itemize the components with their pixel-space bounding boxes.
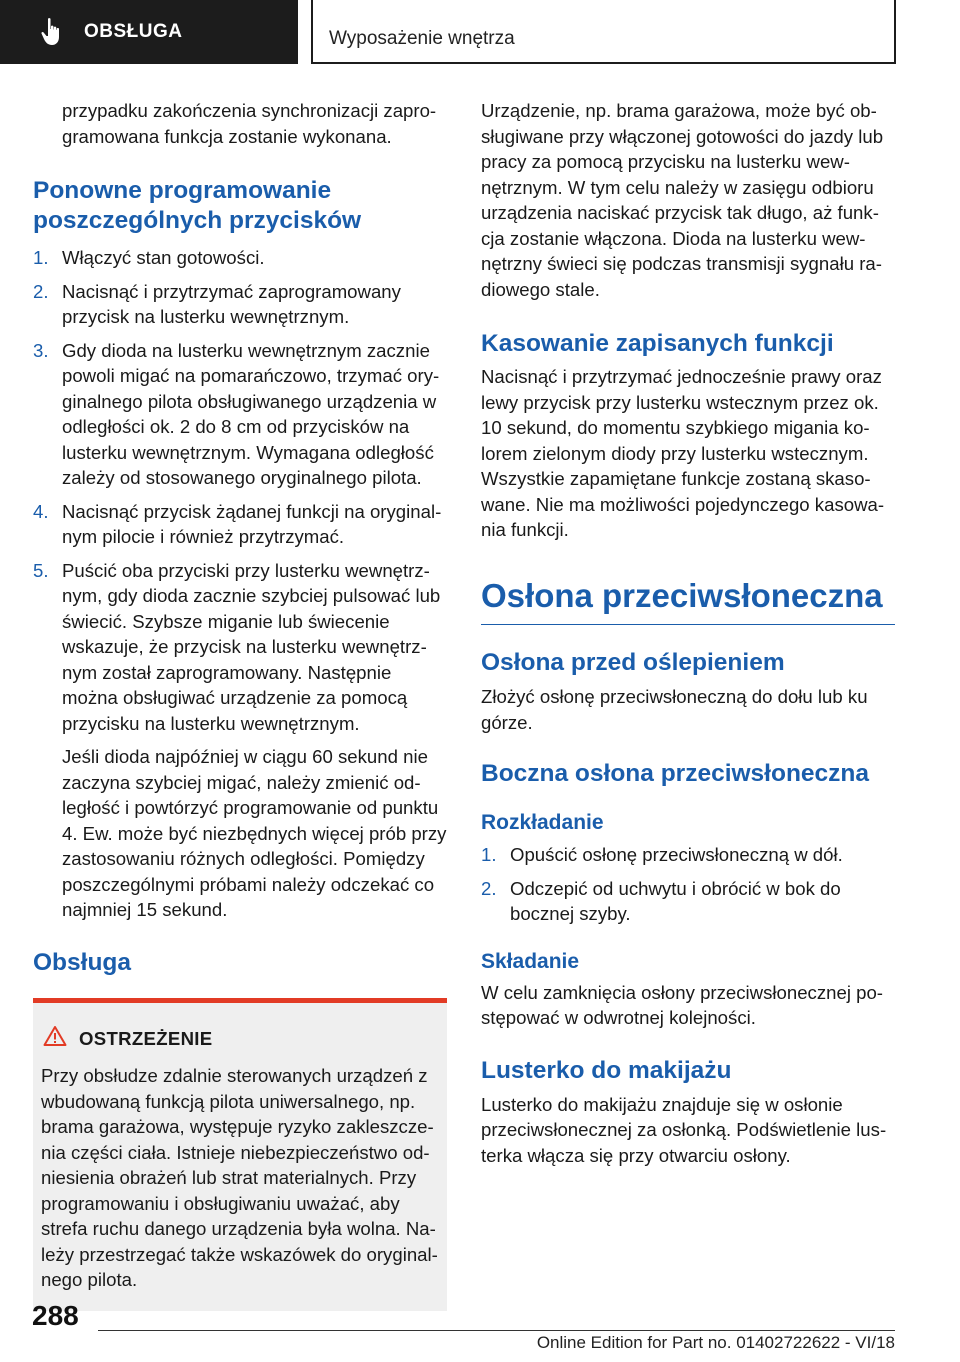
step-number: 1. <box>481 844 497 865</box>
list-item <box>33 245 447 271</box>
step-text: Nacisnąć i przytrzymać zaprogramowany przycisk na lusterku wewnętrznym. <box>62 280 401 327</box>
footer-edition: Online Edition for Part no. 01402722622 - VI/18 <box>536 1333 895 1352</box>
chapter-title-sun-visor: Osłona przeciwsłoneczna <box>481 576 883 614</box>
left-column <box>33 98 447 1311</box>
delete-text: Nacisnąć i przytrzymać jednocześnie prawy oraz lewy przycisk przy lusterku wstecznym przez ok. 10 sekund, do momentu szybkiego migania ko-lorem zielonym diody przy lusterku wstecznym. Wszystkie zapamiętane funkcje zostaną skaso-wane. Nie ma możliwości pojedynczego kasowa-nia funkcji. <box>481 366 885 540</box>
section-title-operation: Obsługa <box>33 948 132 976</box>
header-section-label: OBSŁUGA <box>84 21 183 42</box>
section-title-reprogramming: Ponowne programowanie poszczególnych przycisków <box>33 177 362 234</box>
glare-text: Złożyć osłonę przeciwsłoneczną do dołu lub ku górze. <box>481 686 868 733</box>
step-number: 4. <box>33 500 49 522</box>
step-number: 3. <box>33 339 49 361</box>
step-text: Gdy dioda na lusterku wewnętrznym zacznie powoli migać na pomarańczowo, trzymać ory-ginalnego pilota obsługiwanego urządzenia w odległości ok. 2 do 8 cm od przycisków na lusterku wewnętrznym. Wymagana odległość zależy od stosowanego oryginalnego pilota. <box>62 339 440 488</box>
warning-title: OSTRZEŻENIE <box>79 1028 213 1049</box>
step-number: 5. <box>33 559 49 581</box>
warning-text: Przy obsłudze zdalnie sterowanych urządzeń z wbudowaną funkcją pilota uniwersalnego, np. brama garażowa, występuje ryzyko zakleszcze-nia części ciała. Istnieje niebezpieczeństwo od-niesienia obrażeń lub strat materialnych. Przy programowaniu i obsługiwaniu uważać, aby strefa ruchu danego urządzenia była wolna. Na-leży przestrzegać także wskazówek do oryginal-nego pilota. <box>41 1065 438 1290</box>
header-section-tab <box>0 0 298 64</box>
list-item <box>33 499 447 550</box>
list-item <box>33 338 447 491</box>
header-chapter-label: Wyposażenie wnętrza <box>329 28 515 49</box>
intro-text: przypadku zakończenia synchronizacji zapro-gramowana funkcja zostanie wykonana. <box>62 100 437 147</box>
section-title-vanity-mirror: Lusterko do makijażu <box>481 1056 732 1084</box>
footer-rule <box>98 1330 895 1331</box>
fold-text: W celu zamknięcia osłony przeciwsłonecznej po-stępować w odwrotnej kolejności. <box>481 981 883 1028</box>
chapter-title-rule <box>481 624 895 626</box>
operation-text: Urządzenie, np. brama garażowa, może być ob-sługiwane przy włączonej gotowości do jazdy lub pracy za pomocą przycisku na lusterku wew-nętrznym. W tym celu należy w zasięgu odbioru urządzenia naciskać przycisk tak długo, aż funk-cja zostanie włączona. Dioda na lusterku wew-nętrzny świeci się podczas transmisji sygnału ra-diowego stale. <box>481 100 884 300</box>
reprogramming-steps <box>33 245 447 736</box>
warning-header <box>41 1025 439 1054</box>
list-item <box>33 558 447 737</box>
right-column <box>481 98 895 1168</box>
warning-triangle-icon <box>43 1025 67 1054</box>
section-title-glare: Osłona przed oślepieniem <box>481 649 785 676</box>
step-number: 1. <box>33 247 49 268</box>
page-number: 288 <box>32 1300 79 1331</box>
hand-pointer-icon <box>40 17 66 47</box>
step-text: Opuścić osłonę przeciwsłoneczną w dół. <box>510 844 843 865</box>
section-title-delete: Kasowanie zapisanych funkcji <box>481 330 834 357</box>
list-item <box>481 842 895 868</box>
step-text: Puścić oba przyciski przy lusterku wewnętrz-nym, gdy dioda zacznie szybciej pulsować lub świecić. Szybsze miganie lub świecenie wskazuje, że przycisk na lusterku wewnętrz-nym został zaprogramowany. Następnie można obsługiwać urządzenie za pomocą przycisku na lusterku wewnętrznym. <box>62 559 441 734</box>
list-item <box>481 876 895 927</box>
header-chapter-box <box>311 0 896 64</box>
step-note: Jeśli dioda najpóźniej w ciągu 60 sekund nie zaczyna szybciej migać, należy zmienić od-ległość i powtórzyć programowanie od punktu 4. Ew. może być niezbędnych więcej prób przy zastosowaniu różnych odległości. Pomiędzy poszczególnymi próbami należy odczekać co najmniej 15 sekund. <box>62 746 447 920</box>
subsection-title-fold: Składanie <box>481 949 580 973</box>
unfold-steps <box>481 842 895 927</box>
step-text: Odczepić od uchwytu i obrócić w bok do bocznej szyby. <box>510 877 841 924</box>
warning-box <box>33 998 447 1311</box>
subsection-title-unfold: Rozkładanie <box>481 811 604 834</box>
section-title-side-visor: Boczna osłona przeciwsłoneczna <box>481 760 870 787</box>
vanity-mirror-text: Lusterko do makijażu znajduje się w osłonie przeciwsłonecznej za osłonką. Podświetlenie lus-terka włącza się przy otwarciu osłony. <box>481 1093 887 1166</box>
step-text: Nacisnąć przycisk żądanej funkcji na oryginal-nym pilocie i również przytrzymać. <box>62 500 442 547</box>
step-text: Włączyć stan gotowości. <box>62 247 265 268</box>
list-item <box>33 279 447 330</box>
step-number: 2. <box>481 877 497 899</box>
step-number: 2. <box>33 280 49 302</box>
